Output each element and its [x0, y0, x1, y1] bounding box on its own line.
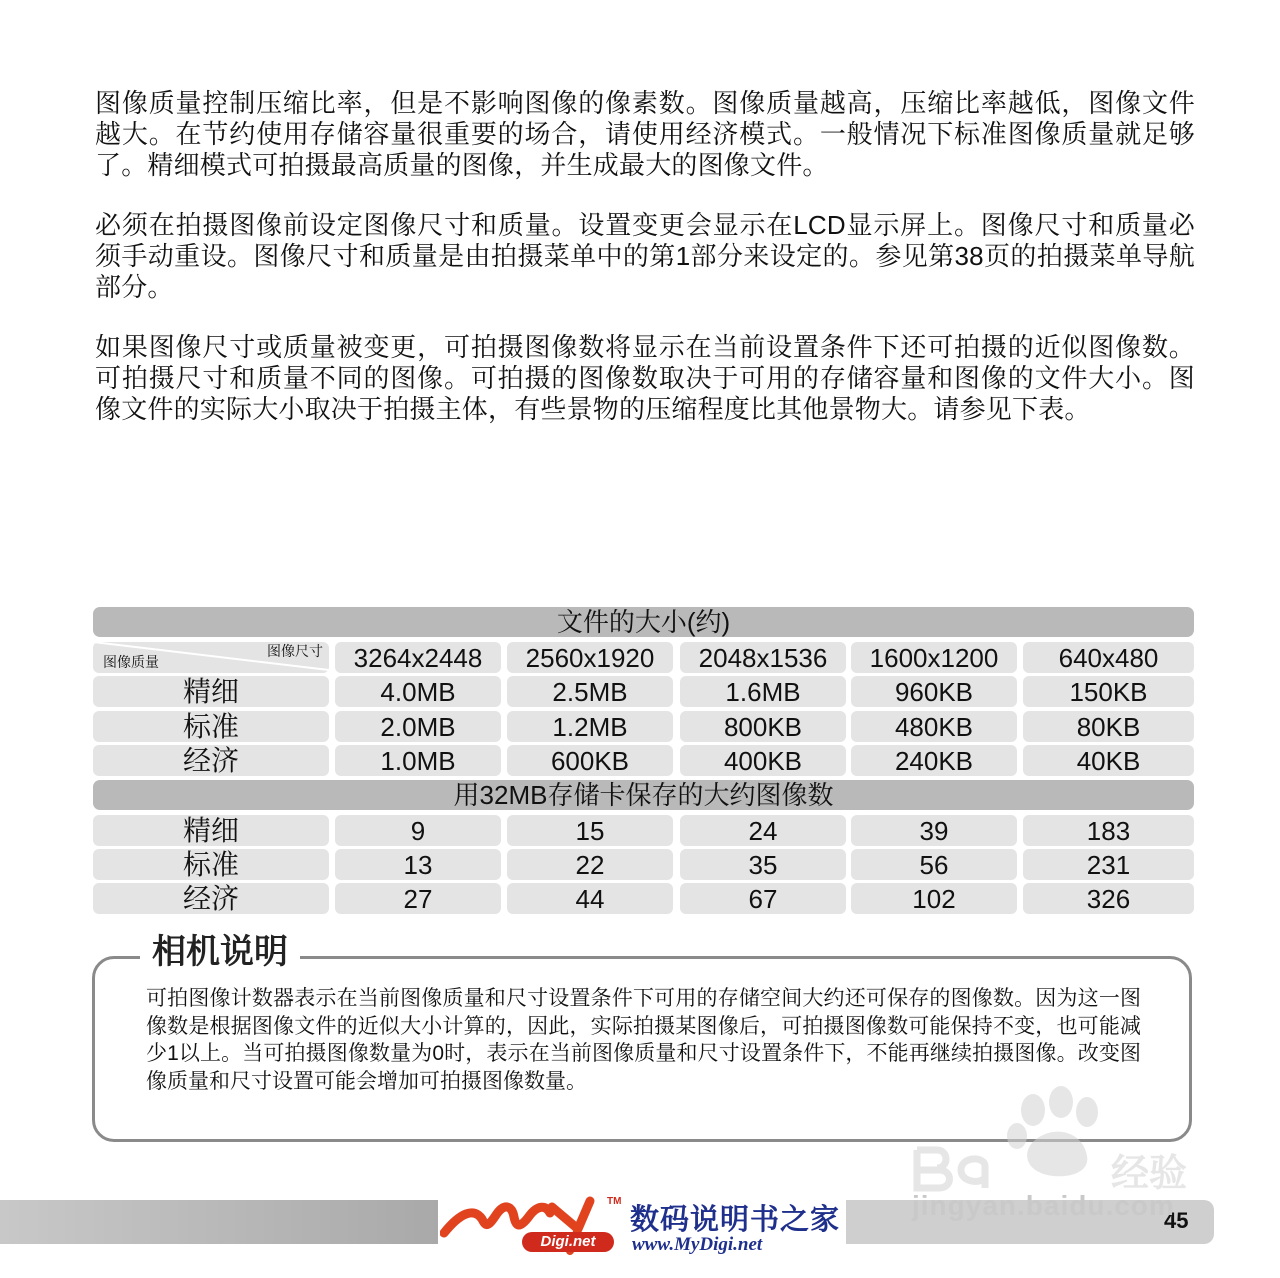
table-cell: 800KB — [680, 711, 846, 742]
table-cell: 1.2MB — [507, 711, 673, 742]
table-cell: 40KB — [1023, 745, 1194, 776]
table-cell: 9 — [335, 815, 501, 846]
table-cell: 56 — [851, 849, 1017, 880]
row-label: 标准 — [93, 711, 329, 742]
table-cell: 67 — [680, 883, 846, 914]
table-cell: 326 — [1023, 883, 1194, 914]
table-cell: 600KB — [507, 745, 673, 776]
table-cell: 35 — [680, 849, 846, 880]
table-cell: 102 — [851, 883, 1017, 914]
count-title: 用32MB存储卡保存的大约图像数 — [93, 780, 1194, 810]
table-cell: 240KB — [851, 745, 1017, 776]
column-header: 3264x2448 — [335, 642, 501, 673]
paragraph-settings: 必须在拍摄图像前设定图像尺寸和质量。设置变更会显示在LCD显示屏上。图像尺寸和质量必须手动重设。图像尺寸和质量是由拍摄菜单中的第1部分来设定的。参见第38页的拍摄菜单导航部分。 — [95, 210, 1195, 302]
footer-bar-left — [0, 1200, 438, 1244]
corner-label-quality: 图像质量 — [103, 654, 159, 670]
table-cell: 960KB — [851, 676, 1017, 707]
file-size-title: 文件的大小(约) — [93, 607, 1194, 637]
table-cell: 231 — [1023, 849, 1194, 880]
table-cell: 27 — [335, 883, 501, 914]
page-number: 45 — [1164, 1208, 1189, 1233]
table-cell: 4.0MB — [335, 676, 501, 707]
table-cell: 24 — [680, 815, 846, 846]
table-cell: 480KB — [851, 711, 1017, 742]
logo-chinese-name: 数码说明书之家 — [630, 1202, 841, 1236]
table-cell: 1.0MB — [335, 745, 501, 776]
svg-text:经验: 经验 — [1111, 1151, 1188, 1195]
paragraph-count: 如果图像尺寸或质量被变更，可拍摄图像数将显示在当前设置条件下还可拍摄的近似图像数。可拍摄尺寸和质量不同的图像。可拍摄的图像数取决于可用的存储容量和图像的文件大小。图像文件的实际大小取决于拍摄主体，有些景物的压缩程度比其他景物大。请参见下表。 — [95, 332, 1195, 424]
row-label: 精细 — [93, 815, 329, 846]
note-title: 相机说明 — [140, 930, 300, 974]
row-label: 精细 — [93, 676, 329, 707]
logo-digi-badge: Digi.net — [522, 1232, 614, 1252]
table-cell: 80KB — [1023, 711, 1194, 742]
table-cell: 400KB — [680, 745, 846, 776]
table-cell: 183 — [1023, 815, 1194, 846]
paragraph-quality: 图像质量控制压缩比率，但是不影响图像的像素数。图像质量越高，压缩比率越低，图像文件越大。在节约使用存储容量很重要的场合，请使用经济模式。一般情况下标准图像质量就足够了。精细模式可拍摄最高质量的图像，并生成最大的图像文件。 — [95, 88, 1195, 180]
table-cell: 22 — [507, 849, 673, 880]
logo-url: www.MyDigi.net — [632, 1234, 763, 1255]
watermark-text: jingyan.baidu.com — [912, 1190, 1175, 1221]
logo-trademark: TM — [607, 1196, 622, 1207]
column-header: 1600x1200 — [851, 642, 1017, 673]
table-cell: 1.6MB — [680, 676, 846, 707]
column-header: 640x480 — [1023, 642, 1194, 673]
table-cell: 44 — [507, 883, 673, 914]
corner-label-size: 图像尺寸 — [267, 643, 323, 659]
table-cell: 2.0MB — [335, 711, 501, 742]
row-label: 经济 — [93, 883, 329, 914]
table-cell: 13 — [335, 849, 501, 880]
column-header: 2560x1920 — [507, 642, 673, 673]
note-text: 可拍图像计数器表示在当前图像质量和尺寸设置条件下可用的存储空间大约还可保存的图像数。因为这一图像数是根据图像文件的近似大小计算的，因此，实际拍摄某图像后，可拍摄图像数可能保持不变，也可能减少1以上。当可拍摄图像数量为0时，表示在当前图像质量和尺寸设置条件下，不能再继续拍摄图像。改变图像质量和尺寸设置可能会增加可拍摄图像数量。 — [146, 987, 1141, 1093]
column-header: 2048x1536 — [680, 642, 846, 673]
table-corner-header — [93, 642, 329, 673]
row-label: 经济 — [93, 745, 329, 776]
table-cell: 2.5MB — [507, 676, 673, 707]
table-cell: 15 — [507, 815, 673, 846]
table-cell: 150KB — [1023, 676, 1194, 707]
table-cell: 39 — [851, 815, 1017, 846]
row-label: 标准 — [93, 849, 329, 880]
